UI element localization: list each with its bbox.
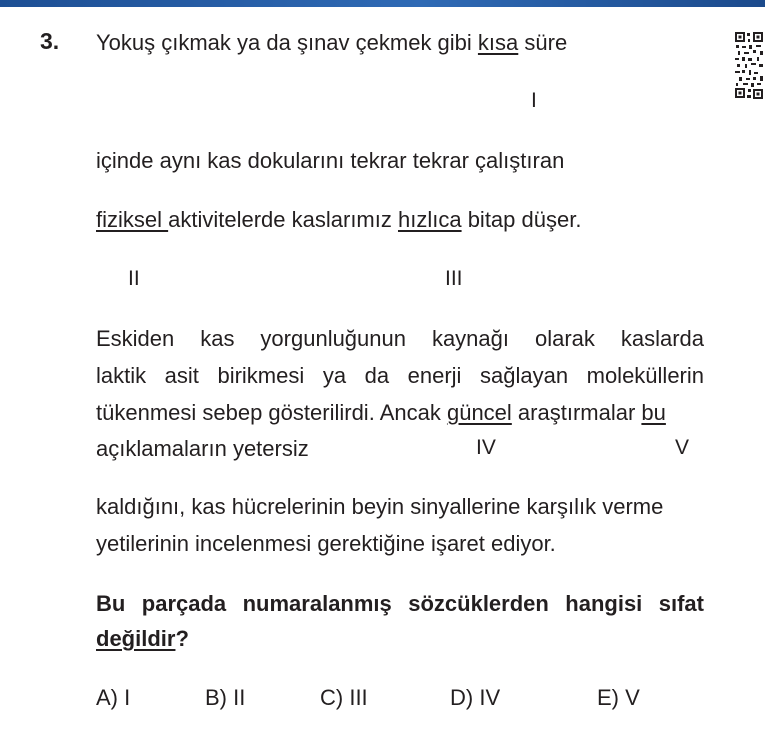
option-c[interactable]: C) III <box>320 685 368 710</box>
qr-code-icon[interactable] <box>733 30 765 102</box>
question-mark: ? <box>175 626 189 651</box>
option-b[interactable]: B) II <box>205 685 246 710</box>
paragraph-line-6: yetilerinin incelenmesi gerektiğine işaret ediyor. <box>96 531 556 556</box>
underlined-word-V: bu <box>641 400 666 425</box>
numeral-II: II <box>128 267 140 290</box>
option-e[interactable]: E) V <box>597 685 640 710</box>
emphasized-word: değildir <box>96 626 176 651</box>
passage-line-1 <box>96 30 567 56</box>
numeral-I: I <box>531 89 537 112</box>
paragraph-line-4: açıklamaların yetersiz <box>96 436 309 461</box>
numeral-III: III <box>445 267 463 290</box>
passage-line-3 <box>96 207 581 233</box>
paragraph-line-2: laktik asit birikmesi ya da enerji sağlayan moleküllerin <box>96 363 704 388</box>
question-number: 3. <box>40 28 60 54</box>
option-a[interactable]: A) I <box>96 685 131 710</box>
text-segment: süre <box>518 30 568 55</box>
paragraph-line-3 <box>96 400 666 426</box>
text-segment: Yokuş çıkmak ya da şınav çekmek gibi <box>96 30 478 55</box>
option-d[interactable]: D) IV <box>450 685 501 710</box>
paragraph-line-5: kaldığını, kas hücrelerinin beyin sinyallerine karşılık verme <box>96 494 664 519</box>
question-prompt-line-2 <box>96 626 189 652</box>
paragraph-line-1: Eskiden kas yorgunluğunun kaynağı olarak kaslarda <box>96 326 704 351</box>
text-segment: bitap düşer. <box>461 207 582 232</box>
text-segment: tükenmesi sebep gösterilirdi. Ancak <box>96 400 447 425</box>
question-prompt-line-1: Bu parçada numaralanmış sözcüklerden hangisi sıfat <box>96 591 704 616</box>
underlined-word-II: fiziksel <box>96 207 169 232</box>
underlined-word-III: hızlıca <box>397 207 462 232</box>
numeral-IV: IV <box>476 436 496 459</box>
text-segment: aktivitelerde kaslarımız <box>168 207 398 232</box>
text-segment: araştırmalar <box>511 400 642 425</box>
numeral-V: V <box>675 436 690 459</box>
underlined-word-IV: güncel <box>446 400 512 425</box>
passage-line-2: içinde aynı kas dokularını tekrar tekrar çalıştıran <box>96 148 565 173</box>
underlined-word-I: kısa <box>477 30 519 55</box>
top-banner <box>0 0 765 7</box>
